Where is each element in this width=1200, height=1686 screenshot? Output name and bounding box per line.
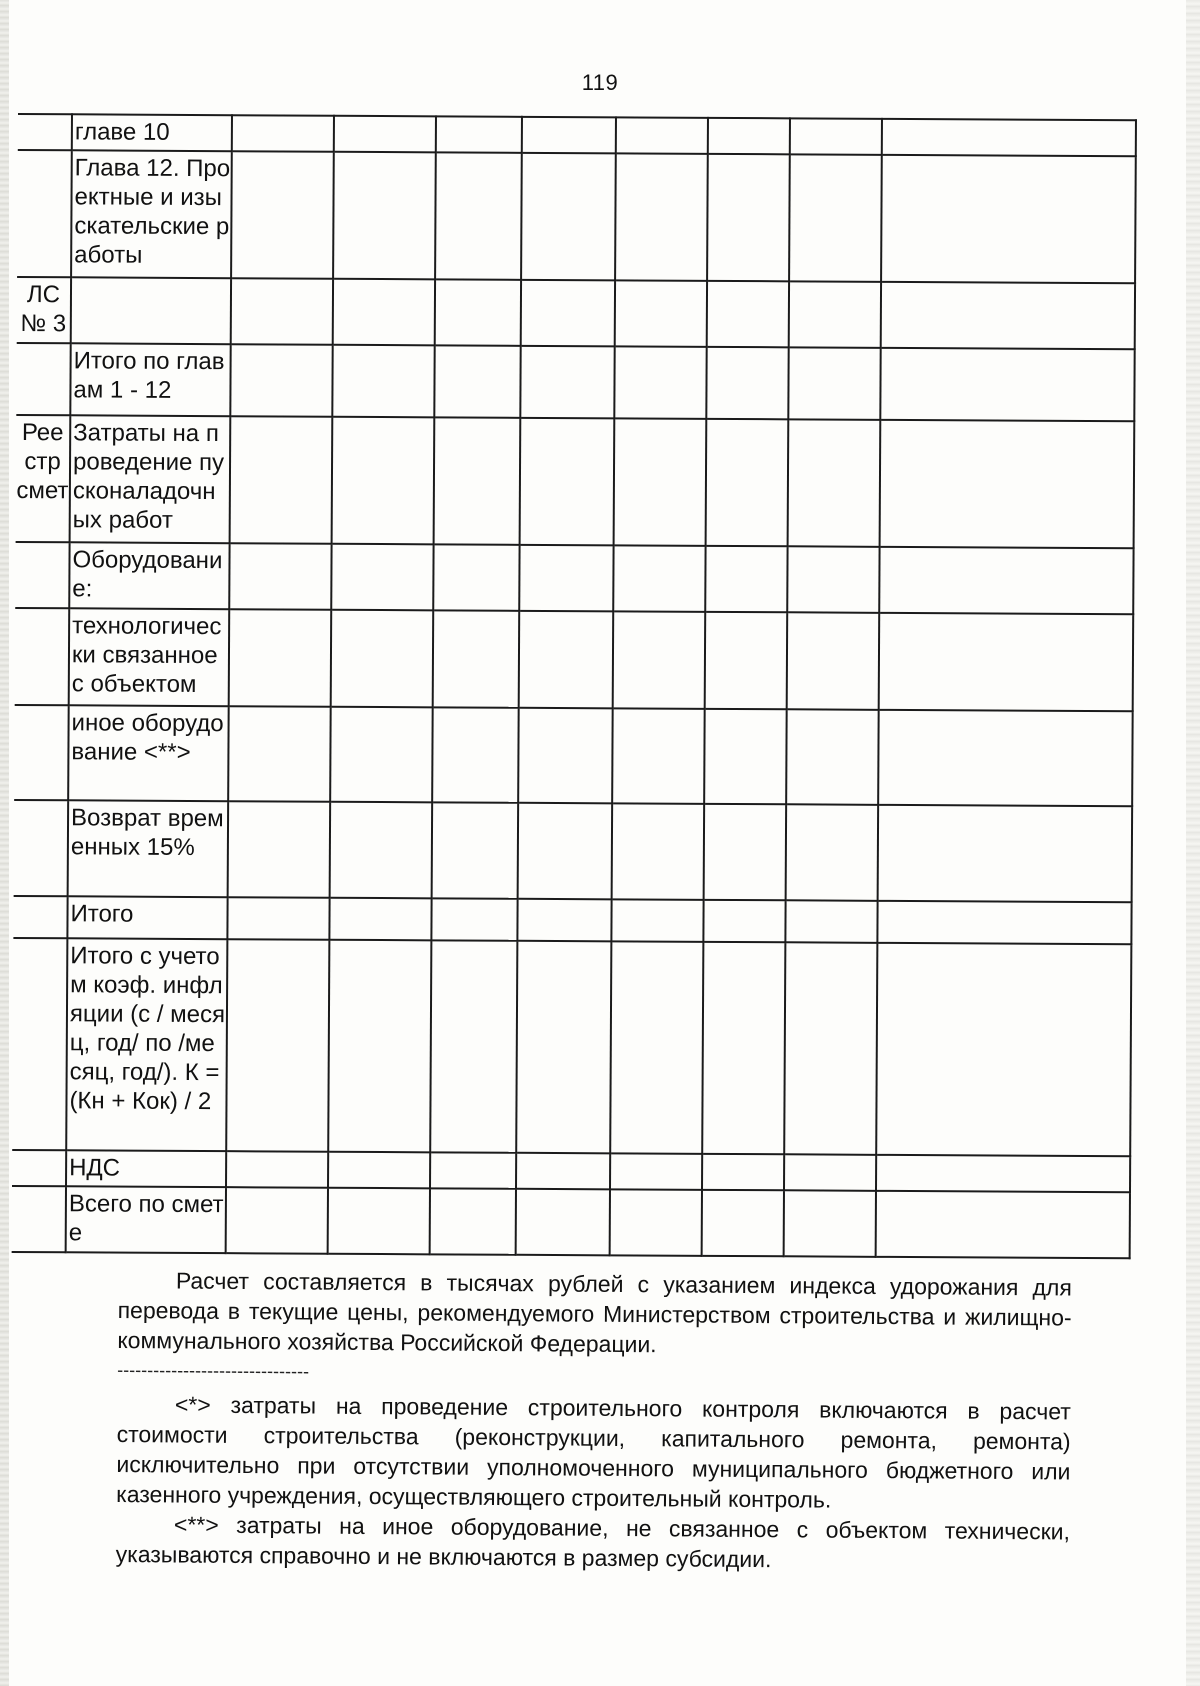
value-cell — [436, 116, 522, 153]
value-cell — [702, 1190, 784, 1256]
value-cell — [520, 418, 615, 546]
footnote-2: <**> затраты на иное оборудование, не связанное с объектом технически, указываются справочно и не включаются в размер субсидии. — [115, 1511, 1071, 1573]
value-cell — [521, 280, 615, 346]
value-cell — [876, 1155, 1130, 1192]
value-cell — [880, 420, 1135, 549]
value-cell — [788, 347, 880, 420]
value-cell — [784, 942, 877, 1155]
row-label-cell: иное оборудование <**> — [68, 705, 229, 801]
row-code-cell — [16, 343, 70, 415]
value-cell — [433, 611, 520, 708]
value-cell — [228, 706, 331, 802]
row-code-cell — [12, 1186, 66, 1252]
value-cell — [517, 898, 611, 941]
row-label-cell: главе 10 — [72, 114, 232, 151]
value-cell — [881, 282, 1135, 349]
value-cell — [707, 154, 790, 282]
row-code-cell — [15, 608, 70, 705]
row-label-cell — [71, 278, 231, 345]
row-code-cell: ЛС № 3 — [17, 277, 71, 343]
value-cell — [518, 707, 613, 803]
table-row — [12, 938, 1131, 1156]
value-cell — [522, 117, 616, 154]
calculation-note: Расчет составляется в тысячах рублей с указанием индекса удорожания для перевода в текущие цены, рекомендуемого Министерством строительства и жилищно-коммунального хозяйства Российской Федерации. — [117, 1267, 1072, 1358]
table-row — [16, 343, 1134, 421]
value-cell — [230, 416, 333, 544]
value-cell — [228, 801, 331, 897]
value-cell — [332, 345, 434, 418]
value-cell — [226, 939, 329, 1152]
value-cell — [611, 899, 703, 942]
value-cell — [612, 708, 705, 804]
value-cell — [877, 900, 1131, 944]
value-cell — [332, 417, 435, 545]
value-cell — [706, 347, 788, 420]
value-cell — [232, 115, 334, 152]
row-label-cell: Затраты на проведение пусконаладочных работ — [70, 415, 231, 543]
value-cell — [879, 547, 1133, 614]
value-cell — [334, 116, 436, 153]
value-cell — [433, 545, 519, 611]
row-code-cell — [13, 896, 67, 939]
value-cell — [330, 802, 433, 898]
value-cell — [333, 152, 436, 280]
value-cell — [226, 1151, 328, 1188]
table-row — [14, 705, 1133, 807]
row-label-cell: Итого — [67, 896, 227, 939]
scan-edge-left — [0, 0, 9, 1686]
value-cell — [876, 943, 1131, 1157]
table-row — [15, 608, 1134, 711]
value-cell — [520, 346, 614, 419]
value-cell — [229, 544, 331, 610]
value-cell — [784, 1190, 876, 1256]
row-code-cell — [18, 114, 72, 150]
row-code-cell — [12, 938, 67, 1150]
row-code-cell — [17, 150, 72, 278]
value-cell — [704, 804, 787, 900]
value-cell — [432, 802, 519, 898]
value-cell — [789, 282, 881, 348]
value-cell — [328, 1152, 430, 1189]
value-cell — [435, 280, 521, 346]
value-cell — [614, 419, 707, 547]
footnote-separator: -------------------------------- — [117, 1359, 310, 1382]
value-cell — [328, 940, 431, 1153]
table-row — [17, 277, 1135, 349]
row-label-cell: технологически связанное с объектом — [69, 608, 230, 705]
value-cell — [328, 1188, 430, 1254]
row-label-cell: Оборудование: — [69, 543, 229, 610]
value-cell — [227, 897, 329, 940]
notes-section — [116, 1265, 1072, 1576]
row-label-cell: Глава 12. Проектные и изыскательские работы — [71, 150, 232, 278]
value-cell — [702, 942, 785, 1155]
table-row — [17, 150, 1136, 284]
row-label-cell: Итого по главам 1 - 12 — [70, 343, 230, 416]
table-row — [16, 415, 1135, 549]
scan-edge-right — [1186, 0, 1200, 1686]
value-cell — [516, 1153, 610, 1190]
value-cell — [518, 803, 613, 899]
value-cell — [330, 706, 433, 802]
table-row — [13, 896, 1131, 945]
value-cell — [226, 1187, 328, 1253]
value-cell — [787, 612, 880, 709]
value-cell — [702, 1154, 784, 1191]
value-cell — [786, 709, 879, 805]
estimate-table — [12, 113, 1137, 1259]
row-code-cell — [15, 542, 69, 608]
value-cell — [229, 609, 332, 706]
table-row — [15, 542, 1133, 614]
value-cell — [879, 613, 1134, 711]
value-cell — [704, 709, 787, 805]
value-cell — [784, 1154, 876, 1191]
value-cell — [881, 155, 1136, 284]
table-row — [18, 114, 1136, 156]
row-label-cell: Итого с учетом коэф. инфляции (с / месяц, год/ по /месяц, год/). К = (Кн + Кок) / 2 — [66, 938, 227, 1151]
value-cell — [707, 281, 789, 347]
value-cell — [231, 151, 334, 279]
value-cell — [333, 279, 435, 345]
value-cell — [610, 1153, 702, 1190]
value-cell — [231, 279, 333, 345]
value-cell — [331, 610, 434, 707]
value-cell — [435, 152, 522, 280]
value-cell — [878, 805, 1133, 902]
table-row — [12, 1150, 1130, 1192]
row-code-cell: Реестр смет — [16, 415, 71, 543]
row-label-cell: НДС — [66, 1150, 226, 1187]
value-cell — [430, 1188, 516, 1254]
value-cell — [612, 803, 705, 899]
value-cell — [516, 1189, 610, 1255]
row-code-cell — [14, 705, 69, 801]
value-cell — [788, 419, 881, 547]
value-cell — [519, 545, 613, 611]
value-cell — [705, 612, 788, 709]
value-cell — [430, 940, 517, 1153]
value-cell — [785, 900, 877, 943]
value-cell — [790, 118, 882, 155]
value-cell — [615, 153, 708, 281]
value-cell — [616, 117, 708, 154]
row-label-cell: Всего по смете — [66, 1186, 226, 1253]
row-label-cell: Возврат временных 15% — [68, 800, 229, 896]
row-code-cell — [14, 800, 69, 896]
value-cell — [880, 348, 1134, 422]
value-cell — [431, 898, 517, 941]
value-cell — [614, 346, 706, 419]
value-cell — [615, 281, 707, 347]
footnote-1: <*> затраты на проведение строительного контроля включаются в расчет стоимости строительства (реконструкции, капитального ремонта, ремонта) исключительно при отсутствии уполномоченного муниципального бюджетного или казенного учреждения, осуществляющего строительный контроль. — [116, 1391, 1071, 1513]
value-cell — [876, 1191, 1130, 1258]
value-cell — [432, 707, 519, 803]
value-cell — [706, 419, 789, 547]
value-cell — [786, 804, 879, 900]
value-cell — [434, 418, 521, 546]
value-cell — [705, 546, 787, 612]
table-row — [14, 800, 1133, 902]
value-cell — [230, 344, 332, 417]
row-code-cell — [12, 1150, 66, 1186]
page-number: 119 — [581, 70, 619, 95]
value-cell — [878, 710, 1133, 807]
value-cell — [331, 544, 433, 610]
table-row — [12, 1186, 1130, 1258]
value-cell — [329, 897, 431, 940]
value-cell — [613, 612, 706, 709]
value-cell — [708, 118, 790, 155]
value-cell — [516, 941, 611, 1154]
value-cell — [789, 154, 882, 282]
value-cell — [613, 546, 705, 612]
value-cell — [610, 1189, 702, 1255]
value-cell — [787, 547, 879, 613]
value-cell — [703, 899, 785, 942]
value-cell — [519, 611, 614, 708]
table-body — [12, 114, 1136, 1258]
value-cell — [434, 345, 520, 418]
value-cell — [610, 941, 703, 1154]
value-cell — [882, 119, 1136, 156]
value-cell — [430, 1152, 516, 1189]
value-cell — [521, 153, 616, 281]
